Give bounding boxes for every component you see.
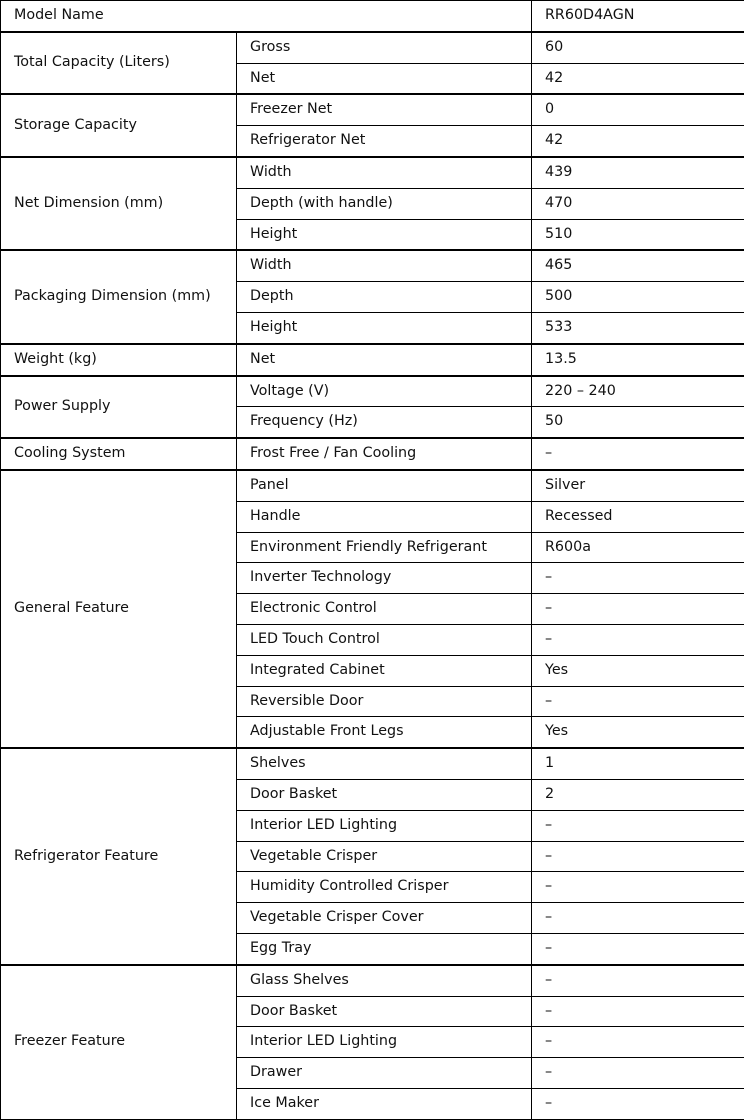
spec-value: Yes xyxy=(532,717,744,748)
spec-label: Shelves xyxy=(237,748,532,779)
spec-value: – xyxy=(532,1088,744,1119)
spec-label: LED Touch Control xyxy=(237,624,532,655)
spec-label: Environment Friendly Refrigerant xyxy=(237,532,532,563)
spec-label: Depth xyxy=(237,282,532,313)
spec-value: – xyxy=(532,903,744,934)
spec-value: – xyxy=(532,624,744,655)
spec-value: 60 xyxy=(532,32,744,63)
spec-value: 439 xyxy=(532,157,744,188)
spec-label: Frost Free / Fan Cooling xyxy=(237,438,532,470)
spec-value: 13.5 xyxy=(532,344,744,376)
spec-label: Interior LED Lighting xyxy=(237,1027,532,1058)
spec-label: Height xyxy=(237,312,532,343)
spec-value: – xyxy=(532,686,744,717)
spec-label: Inverter Technology xyxy=(237,563,532,594)
spec-value: – xyxy=(532,841,744,872)
spec-label: Depth (with handle) xyxy=(237,188,532,219)
spec-value: – xyxy=(532,594,744,625)
spec-value: – xyxy=(532,933,744,964)
spec-label: Door Basket xyxy=(237,779,532,810)
spec-value: 42 xyxy=(532,63,744,94)
spec-row xyxy=(1,94,744,125)
spec-value: – xyxy=(532,810,744,841)
spec-label: Ice Maker xyxy=(237,1088,532,1119)
spec-label: Height xyxy=(237,219,532,250)
spec-label: Handle xyxy=(237,501,532,532)
spec-label: Integrated Cabinet xyxy=(237,655,532,686)
spec-label: Glass Shelves xyxy=(237,965,532,996)
spec-value: – xyxy=(532,872,744,903)
spec-value: 50 xyxy=(532,407,744,438)
spec-label: Width xyxy=(237,250,532,281)
spec-label: Voltage (V) xyxy=(237,376,532,407)
spec-value: – xyxy=(532,563,744,594)
spec-value: 470 xyxy=(532,188,744,219)
spec-value: 533 xyxy=(532,312,744,343)
spec-row xyxy=(1,250,744,281)
spec-value: 510 xyxy=(532,219,744,250)
spec-value: Recessed xyxy=(532,501,744,532)
spec-label: Width xyxy=(237,157,532,188)
group-label: Power Supply xyxy=(1,376,237,439)
spec-value: R600a xyxy=(532,532,744,563)
spec-label: Refrigerator Net xyxy=(237,126,532,157)
spec-label: Gross xyxy=(237,32,532,63)
spec-value: Silver xyxy=(532,470,744,501)
model-name-value: RR60D4AGN xyxy=(532,1,744,32)
spec-label: Electronic Control xyxy=(237,594,532,625)
group-label: Packaging Dimension (mm) xyxy=(1,250,237,343)
spec-label: Interior LED Lighting xyxy=(237,810,532,841)
model-name-label: Model Name xyxy=(1,1,532,32)
spec-row xyxy=(1,748,744,779)
group-label: Storage Capacity xyxy=(1,94,237,157)
spec-label: Net xyxy=(237,344,532,376)
spec-row xyxy=(1,344,744,376)
spec-row xyxy=(1,32,744,63)
spec-label: Egg Tray xyxy=(237,933,532,964)
spec-label: Vegetable Crisper Cover xyxy=(237,903,532,934)
spec-value: 0 xyxy=(532,94,744,125)
spec-value: 1 xyxy=(532,748,744,779)
spec-value: 2 xyxy=(532,779,744,810)
spec-value: – xyxy=(532,438,744,470)
spec-label: Frequency (Hz) xyxy=(237,407,532,438)
spec-value: Yes xyxy=(532,655,744,686)
group-label: Total Capacity (Liters) xyxy=(1,32,237,95)
spec-row xyxy=(1,965,744,996)
spec-label: Vegetable Crisper xyxy=(237,841,532,872)
group-label: Weight (kg) xyxy=(1,344,237,376)
spec-row xyxy=(1,376,744,407)
group-label: Net Dimension (mm) xyxy=(1,157,237,250)
spec-value: – xyxy=(532,1058,744,1089)
spec-value: – xyxy=(532,965,744,996)
spec-value: 42 xyxy=(532,126,744,157)
spec-value: 465 xyxy=(532,250,744,281)
spec-label: Humidity Controlled Crisper xyxy=(237,872,532,903)
spec-label: Drawer xyxy=(237,1058,532,1089)
spec-value: 220 – 240 xyxy=(532,376,744,407)
spec-label: Net xyxy=(237,63,532,94)
spec-label: Adjustable Front Legs xyxy=(237,717,532,748)
group-label: General Feature xyxy=(1,470,237,748)
group-label: Refrigerator Feature xyxy=(1,748,237,965)
spec-label: Door Basket xyxy=(237,996,532,1027)
spec-value: – xyxy=(532,1027,744,1058)
spec-table-body xyxy=(1,1,744,1120)
model-row xyxy=(1,1,744,32)
spec-row xyxy=(1,157,744,188)
group-label: Cooling System xyxy=(1,438,237,470)
spec-value: – xyxy=(532,996,744,1027)
spec-label: Reversible Door xyxy=(237,686,532,717)
spec-label: Panel xyxy=(237,470,532,501)
spec-row xyxy=(1,470,744,501)
spec-value: 500 xyxy=(532,282,744,313)
group-label: Freezer Feature xyxy=(1,965,237,1119)
spec-label: Freezer Net xyxy=(237,94,532,125)
spec-row xyxy=(1,438,744,470)
